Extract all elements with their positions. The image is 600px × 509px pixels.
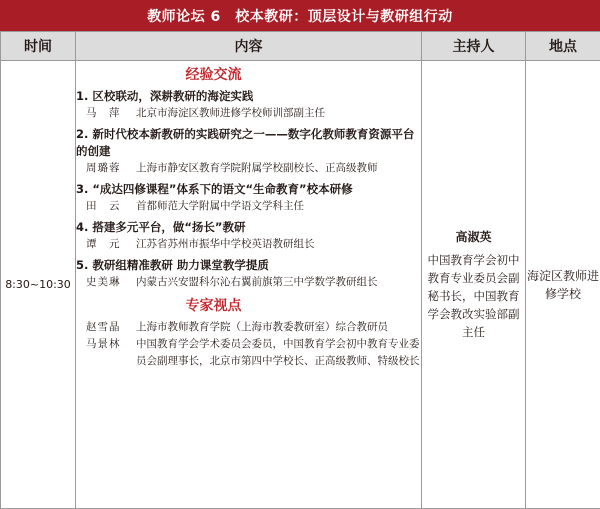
session-title: 4. 搭建多元平台，做“扬长”教研 (76, 220, 246, 234)
speaker-row (86, 105, 421, 122)
expert-row (86, 319, 421, 336)
speaker-row (86, 160, 421, 177)
session-item (76, 219, 421, 253)
speaker-name: 周璐蓉 (86, 162, 121, 174)
table-header-row (1, 32, 600, 61)
time-cell: 8:30~10:30 (1, 61, 76, 509)
expert-name: 马景林 (86, 338, 121, 350)
speaker-name: 田 云 (86, 200, 121, 212)
session-title: 5. 教研组精准教研 助力课堂教学提质 (76, 258, 269, 272)
table-row (1, 61, 600, 509)
speaker-row (86, 236, 421, 253)
header-time: 时间 (1, 32, 76, 61)
schedule-table (0, 31, 600, 509)
experience-section-title: 经验交流 (185, 67, 242, 83)
forum-banner: 教师论坛 6 校本教研：顶层设计与教研组行动 (0, 0, 600, 31)
host-role: 中国教育学会初中教育专业委员会副秘书长，中国教育学会教改实验部副主任 (427, 253, 520, 339)
session-title: 3. “成达四修课程”体系下的语文“生命教育”校本研修 (76, 182, 353, 196)
expert-name: 赵雪晶 (86, 321, 121, 333)
session-item (76, 257, 421, 291)
experts-section-title: 专家视点 (185, 298, 242, 314)
speaker-role: 内蒙古兴安盟科尔沁右翼前旗第三中学数学教研组长 (136, 276, 378, 288)
speaker-row (86, 198, 421, 215)
header-venue: 地点 (526, 32, 600, 61)
expert-role: 中国教育学会学术委员会委员，中国教育学会初中教育专业委员会副理事长，北京市第四中学校长、正高级教师、特级校长 (136, 338, 420, 367)
session-title: 2. 新时代校本新教研的实践研究之一——数字化教师教育资源平台的创建 (76, 127, 415, 158)
header-host: 主持人 (422, 32, 526, 61)
speaker-name: 谭 元 (86, 238, 121, 250)
speaker-role: 上海市静安区教育学院附属学校副校长、正高级教师 (136, 162, 378, 174)
speaker-role: 北京市海淀区教师进修学校师训部副主任 (136, 107, 325, 119)
session-item (76, 88, 421, 122)
session-title: 1. 区校联动，深耕教研的海淀实践 (76, 89, 254, 103)
header-content: 内容 (76, 32, 422, 61)
session-item (76, 126, 421, 177)
venue-cell: 海淀区教师进修学校 (526, 61, 600, 509)
speaker-role: 江苏省苏州市振华中学校英语教研组长 (136, 238, 315, 250)
host-name: 高淑英 (455, 230, 492, 244)
session-item (76, 181, 421, 215)
content-cell (76, 61, 422, 509)
speaker-name: 马 萍 (86, 107, 121, 119)
speaker-name: 史美琳 (86, 276, 121, 288)
expert-role: 上海市教师教育学院（上海市教委教研室）综合教研员 (136, 321, 388, 333)
speaker-row (86, 274, 421, 291)
speaker-role: 首都师范大学附属中学语文学科主任 (136, 200, 304, 212)
expert-row (86, 336, 421, 370)
host-cell (422, 61, 526, 509)
